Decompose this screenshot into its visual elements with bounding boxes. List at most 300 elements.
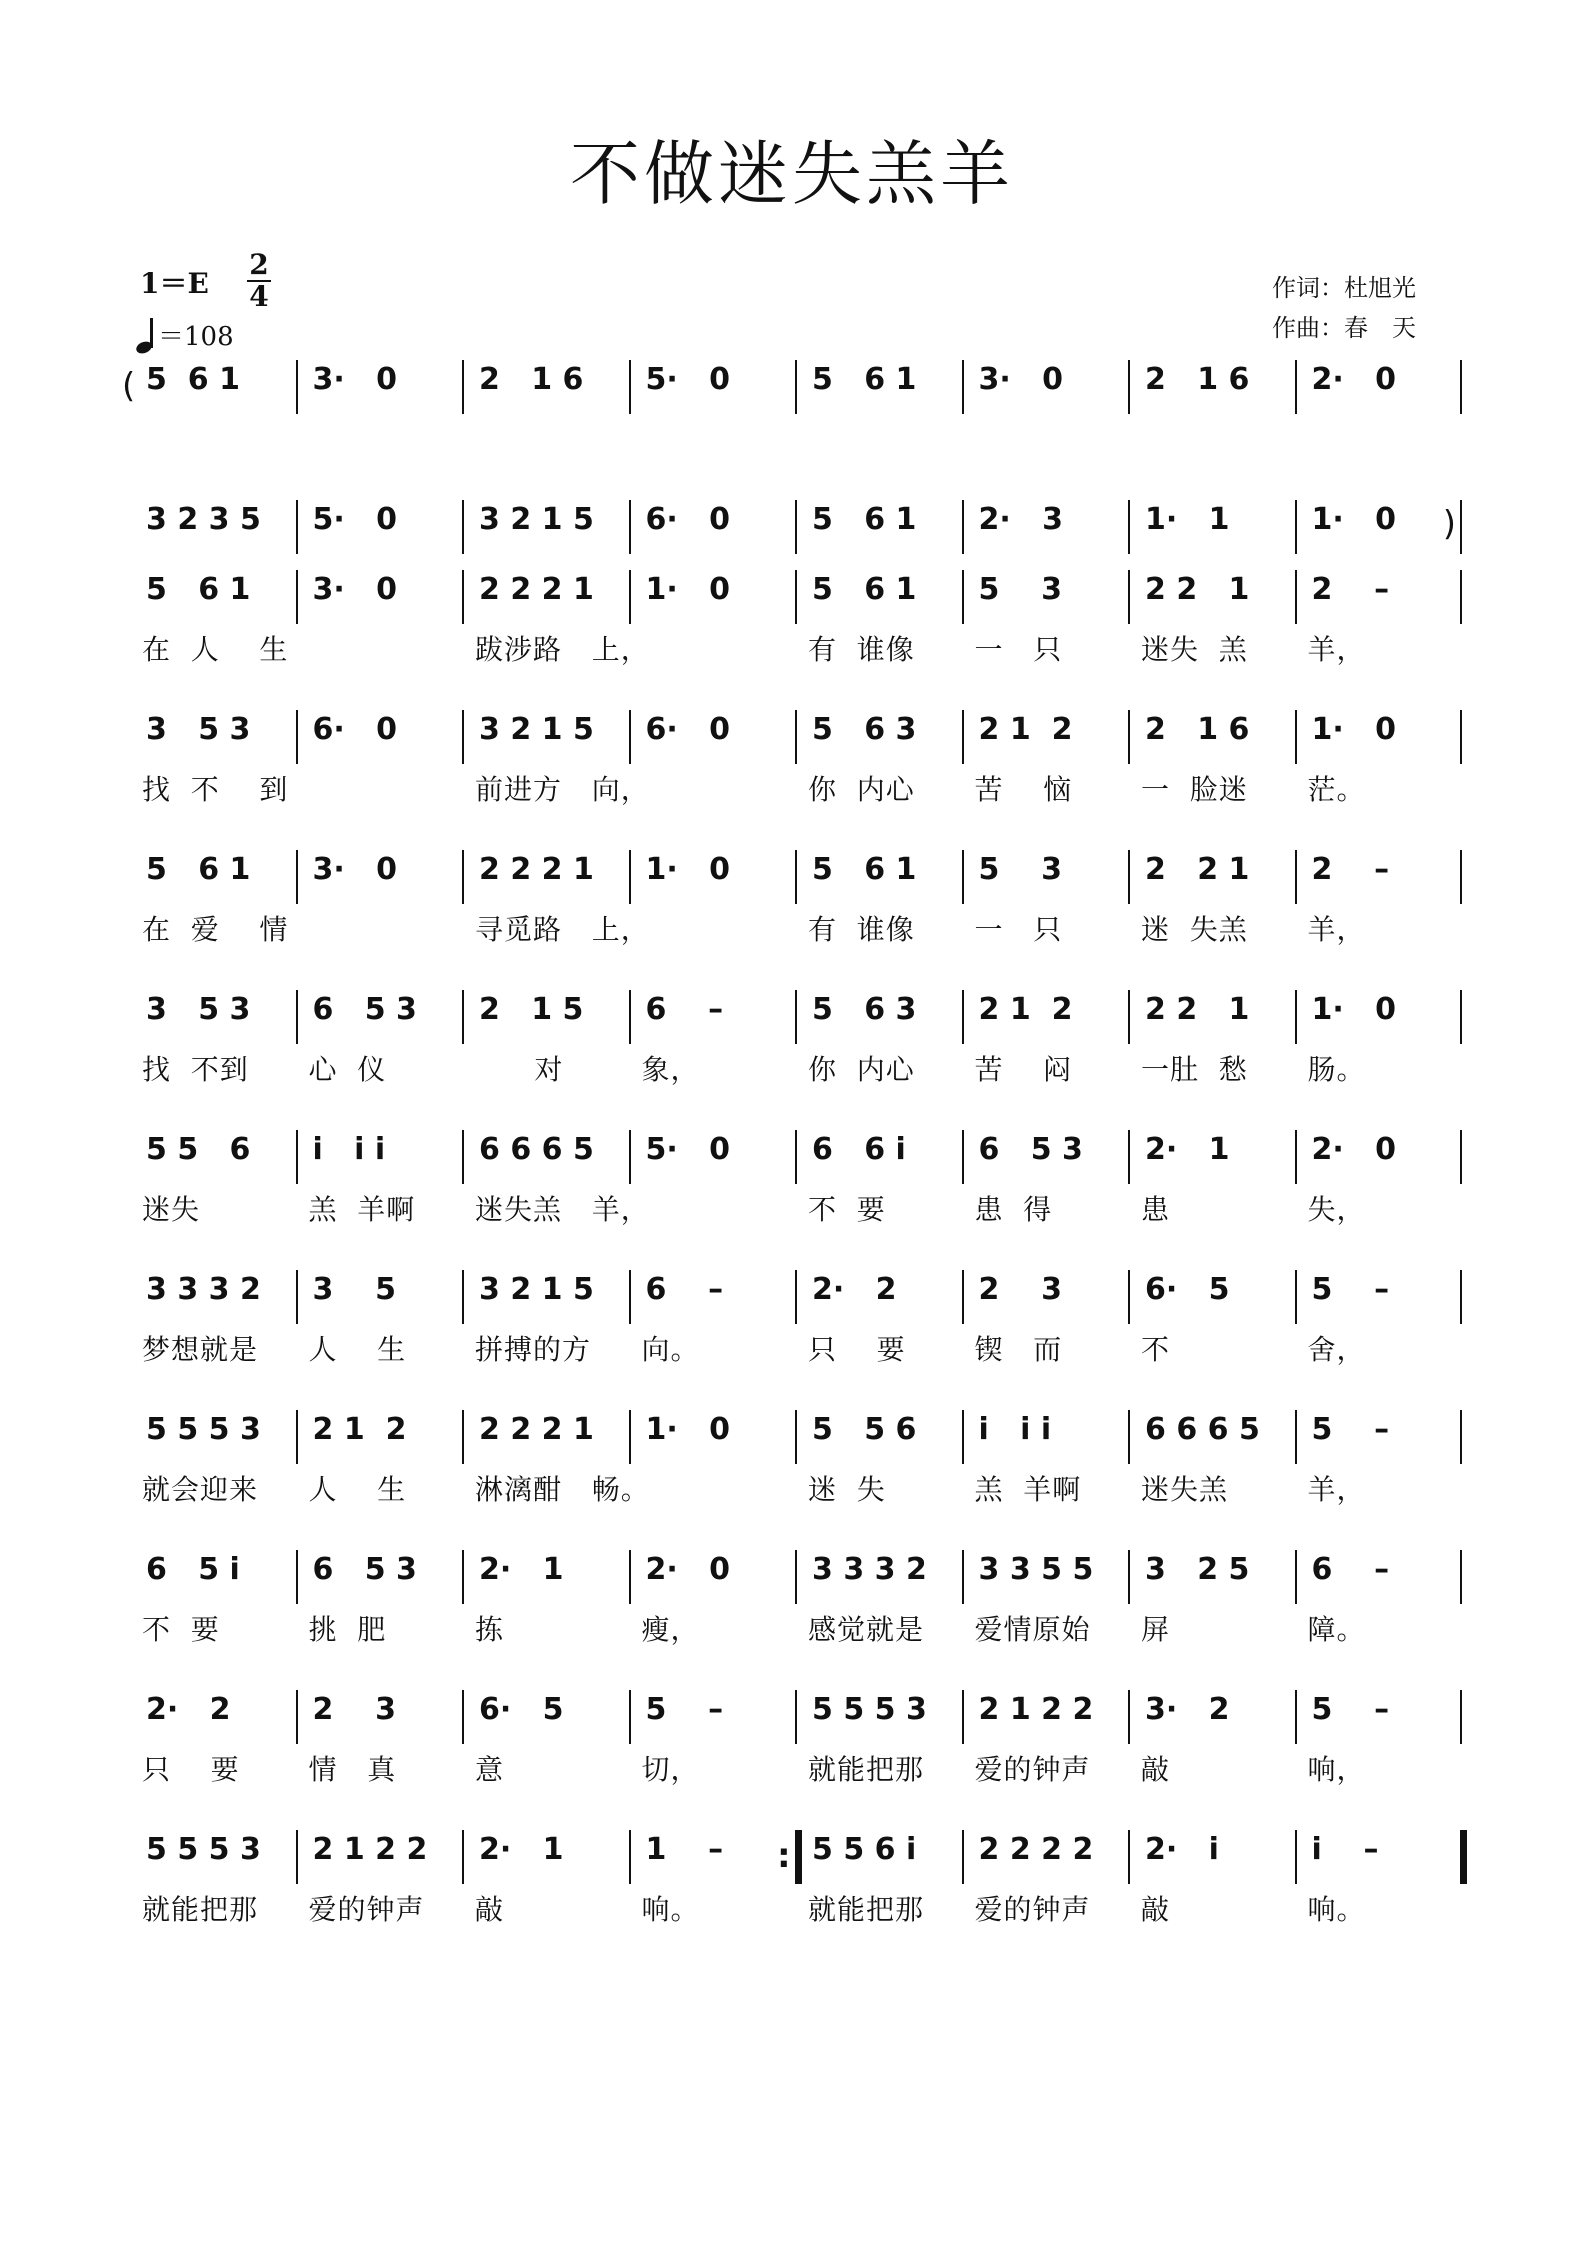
measure-lyrics: 茫。 [1307,773,1366,806]
bar-line [1295,500,1297,554]
measure-notes: 5 5 6 [812,1412,917,1447]
measure [963,842,1130,946]
measure-notes: 6· 5 [479,1692,564,1727]
measure-lyrics: 爱的钟声 [308,1893,425,1926]
measure-lyrics: 跋涉路 上， [475,633,650,666]
time-signature [244,250,274,312]
bar-line [962,990,964,1044]
measure-lyrics: 前进方 向， [475,773,650,806]
measure [796,842,963,946]
measure [463,1402,650,1506]
measure [630,1402,797,1472]
measure-notes: 5 6 1 [812,362,917,397]
bar-line [296,1550,298,1604]
measure [796,1822,963,1926]
measure [796,562,963,666]
measure-lyrics: 羊， [1307,913,1366,946]
measure [1296,1402,1463,1506]
measure [297,1822,464,1926]
measure-lyrics: 不 要 [808,1193,886,1226]
measure-lyrics: 寻觅路 上， [475,913,650,946]
measure-notes: 6· 0 [312,712,397,747]
measure-lyrics: 肠。 [1307,1053,1366,1086]
measure [1129,982,1296,1086]
measure-notes: 3· 2 [1145,1692,1230,1727]
measure [463,352,630,422]
measure [1129,1402,1296,1506]
measure-lyrics: 迷失 [142,1193,201,1226]
measure-lyrics: 一 只 [974,913,1063,946]
bar-line [962,1550,964,1604]
measure [796,1682,963,1786]
measure [1129,702,1296,806]
measure-notes: 2· 0 [1311,1132,1396,1167]
measure-lyrics: 羔 羊啊 [974,1473,1082,1506]
bar-line [462,360,464,414]
measure-notes: 2· 1 [479,1552,564,1587]
measure [297,1262,464,1366]
lyricist-credit: 作词：杜旭光 [1272,274,1416,302]
measure-lyrics: 有 谁像 [808,633,915,666]
measure-notes: 2 1 5 [479,992,584,1027]
bar-line [795,990,797,1044]
measure [297,492,464,562]
measure-notes: 1· 0 [1311,502,1396,537]
bar-line [1295,1830,1297,1884]
measure-notes: 2· 1 [1145,1132,1230,1167]
composer-credit: 作曲：春 天 [1272,314,1416,342]
measure [463,562,650,666]
bar-line [462,1410,464,1464]
measure-lyrics: 挑 肥 [308,1613,387,1646]
bar-line [1128,1690,1130,1744]
measure-notes: i i i [978,1412,1052,1447]
measure-notes: 5 5 5 3 [146,1832,261,1867]
bar-line [1128,710,1130,764]
measure-lyrics: 在 爱 情 [142,913,289,946]
measure [630,1262,797,1366]
measure-lyrics: 只 要 [808,1333,906,1366]
measure-lyrics: 响。 [1307,1893,1366,1926]
bar-line [795,500,797,554]
measure-lyrics: 爱情原始 [974,1613,1091,1646]
bar-line [795,1830,802,1884]
measure-notes: 1· 0 [645,852,730,887]
measure-lyrics: 拣 [475,1613,505,1646]
measure [963,1542,1130,1646]
bar-line [962,1690,964,1744]
measure [963,1122,1130,1226]
bar-line [1128,1830,1130,1884]
measure-notes: 2 2 2 1 [479,1412,594,1447]
end-bar-line [1460,570,1462,624]
measure-notes: 3 2 1 5 [479,502,594,537]
bar-line [962,1270,964,1324]
measure [463,842,650,946]
measure-lyrics: 爱的钟声 [974,1753,1091,1786]
measure-lyrics: 患 得 [974,1193,1053,1226]
measure [130,492,297,562]
measure [1296,982,1463,1086]
bar-line [629,1830,631,1884]
measure [1129,1682,1296,1786]
measure-notes: 1· 0 [1311,992,1396,1027]
measure-notes: 3 5 3 [146,712,251,747]
bar-line [629,1550,631,1604]
measure [1296,1122,1463,1226]
measure-notes: 3 5 [312,1272,397,1307]
bar-line [962,1130,964,1184]
bar-line [1295,1270,1297,1324]
measure-notes: 2 1 6 [479,362,584,397]
measure [1129,1122,1296,1226]
measure [963,1822,1130,1926]
end-bar-line [1460,990,1462,1044]
measure-notes: 2 2 2 1 [479,852,594,887]
measure-notes: 5 6 3 [812,712,917,747]
bar-line [1128,360,1130,414]
measure [1296,492,1463,562]
intro-paren-close: ) [1442,504,1456,544]
bar-line [629,1270,631,1324]
measure [963,1402,1130,1506]
measure-notes: 1· 0 [645,572,730,607]
measure [130,352,297,422]
bar-line [629,1690,631,1744]
measure-notes: 2· 1 [479,1832,564,1867]
bar-line [1128,500,1130,554]
measure-lyrics: 有 谁像 [808,913,915,946]
measure-notes: 2 1 6 [1145,712,1250,747]
measure [1296,842,1463,946]
bar-line [962,850,964,904]
measure [963,1682,1130,1786]
bar-line [296,1270,298,1324]
score-system [130,1682,1470,1802]
measure-notes: 5 3 [978,852,1063,887]
measure-lyrics: 切， [641,1753,700,1786]
bar-line [1128,1550,1130,1604]
measure [963,352,1130,422]
bar-line [962,500,964,554]
measure-notes: 2· 3 [978,502,1063,537]
measure [1129,1542,1296,1646]
bar-line [629,710,631,764]
measure-lyrics: 心 仪 [308,1053,387,1086]
measure [463,1542,630,1646]
bar-line [795,710,797,764]
measure-notes: 5 6 1 [812,502,917,537]
measure [963,562,1130,666]
measure-lyrics: 在 人 生 [142,633,289,666]
bar-line [462,1130,464,1184]
measure-notes: 2 – [1311,572,1390,607]
bar-line [1128,1410,1130,1464]
bar-line [629,500,631,554]
bar-line [795,1130,797,1184]
measure-lyrics: 锲 而 [974,1333,1063,1366]
measure-lyrics: 向。 [641,1333,700,1366]
measure-lyrics: 找 不 到 [142,773,289,806]
bar-line [629,990,631,1044]
bar-line [629,1130,631,1184]
measure-notes: 6· 0 [645,712,730,747]
measure [1129,1262,1296,1366]
measure-notes: 5· 0 [312,502,397,537]
measure-lyrics: 响， [1307,1753,1366,1786]
measure-notes: 3 2 1 5 [479,1272,594,1307]
measure-notes: 5· 0 [645,362,730,397]
bar-line [462,1550,464,1604]
measure [463,702,650,806]
bar-line [1295,1690,1297,1744]
measure-notes: 1· 0 [1311,712,1396,747]
measure [130,1262,297,1366]
score-system [130,1542,1470,1662]
score-system [130,1122,1470,1242]
bar-line [1128,1270,1130,1324]
measure-notes: 2 1 6 [1145,362,1250,397]
measure-notes: 6 5 3 [978,1132,1083,1167]
measure [963,492,1130,562]
measure [130,702,297,806]
measure [1296,1542,1463,1646]
measure-notes: 2 1 2 [978,992,1073,1027]
bar-line [1128,1130,1130,1184]
measure [1296,1822,1463,1926]
time-signature-top: 2 [249,248,269,281]
measure [630,492,797,562]
measure-notes: 2· 0 [645,1552,730,1587]
measure-notes: 6 6 6 5 [1145,1412,1260,1447]
measure-lyrics: 迷失羔 羊， [475,1193,650,1226]
measure [1129,492,1296,562]
measure-notes: 5 6 1 [146,362,240,397]
measure-notes: 5· 0 [645,1132,730,1167]
measure [297,352,464,422]
bar-line [1295,1410,1297,1464]
measure-lyrics: 羔 羊啊 [308,1193,416,1226]
measure-lyrics: 你 内心 [808,773,915,806]
bar-line [795,1690,797,1744]
measure-lyrics: 意 [475,1753,505,1786]
measure [297,1682,464,1786]
end-bar-line [1460,1410,1462,1464]
measure [796,982,963,1086]
measure [1296,1682,1463,1786]
bar-line [296,990,298,1044]
measure-lyrics: 苦 闷 [974,1053,1073,1086]
measure [1129,352,1296,422]
bar-line [1295,990,1297,1044]
bar-line [795,360,797,414]
measure-lyrics: 爱的钟声 [974,1893,1091,1926]
measure [130,1402,297,1506]
bar-line [962,1830,964,1884]
measure-notes: 1 – [645,1832,724,1867]
measure-notes: 2 2 2 2 [978,1832,1094,1867]
measure-lyrics: 敲 [1141,1893,1171,1926]
measure [630,842,797,912]
bar-line [462,990,464,1044]
song-title: 不做迷失羔羊 [570,133,1014,215]
credits [1272,268,1416,348]
bar-line [462,850,464,904]
bar-line [629,570,631,624]
bar-line [462,500,464,554]
measure-notes: 3· 0 [312,572,397,607]
measure [463,1122,650,1226]
measure-notes: i – [1311,1832,1379,1867]
measure [463,1262,630,1366]
bar-line [1295,360,1297,414]
measure-notes: 6 6 i [812,1132,906,1167]
measure-lyrics: 瘦， [641,1613,700,1646]
score-system [130,1402,1470,1522]
measure [297,1122,464,1226]
measure-notes: 2 1 2 [978,712,1073,747]
measure-lyrics: 对 [475,1053,564,1086]
bar-line [1128,990,1130,1044]
measure-notes: 3 3 3 2 [812,1552,927,1587]
measure [297,1542,464,1646]
bar-line [795,1270,797,1324]
measure-notes: 2· i [1145,1832,1219,1867]
measure-notes: 3 2 5 [1145,1552,1250,1587]
measure [1129,842,1296,946]
bar-line [795,1410,797,1464]
bar-line [296,500,298,554]
bar-line [462,570,464,624]
measure-notes: 2· 2 [146,1692,231,1727]
bar-line [1295,710,1297,764]
bar-line [296,1410,298,1464]
measure-notes: 2 3 [978,1272,1063,1307]
measure-lyrics: 就会迎来 [142,1473,259,1506]
measure-notes: 5 6 1 [812,572,917,607]
measure-notes: 2 1 2 2 [978,1692,1094,1727]
bar-line [962,360,964,414]
measure [1296,1262,1463,1366]
measure-notes: 2 2 1 [1145,852,1250,887]
score-system [130,1822,1470,1942]
measure-lyrics: 一 只 [974,633,1063,666]
measure-notes: 6· 0 [645,502,730,537]
measure-notes: 3 2 3 5 [146,502,261,537]
measure-lyrics: 一 脸迷 [1141,773,1248,806]
measure [463,1822,630,1926]
quarter-note-icon [136,319,158,353]
measure [796,352,963,422]
bar-line [296,1830,298,1884]
bar-line [795,1550,797,1604]
measure [1296,562,1463,666]
measure-notes: 5 3 [978,572,1063,607]
measure-lyrics: 羊， [1307,633,1366,666]
measure-lyrics: 就能把那 [142,1893,259,1926]
measure [130,562,297,666]
measure-lyrics: 敲 [475,1893,505,1926]
measure [963,982,1130,1086]
measure [796,1122,963,1226]
bar-line [296,360,298,414]
measure-lyrics: 屏 [1141,1613,1171,1646]
measure [1296,702,1463,806]
measure-lyrics: 患 [1141,1193,1171,1226]
measure-notes: 5 5 5 3 [146,1412,261,1447]
measure-lyrics: 情 真 [308,1753,397,1786]
measure-notes: 3 3 3 2 [146,1272,261,1307]
measure [130,842,297,946]
measure [297,982,464,1086]
measure [130,1542,297,1646]
bar-line [629,850,631,904]
measure-notes: 2· 0 [1311,362,1396,397]
bar-line [1295,570,1297,624]
measure-notes: 3· 0 [978,362,1063,397]
measure-lyrics: 失， [1307,1193,1366,1226]
measure [463,1682,630,1786]
measure [630,562,797,632]
measure-lyrics: 就能把那 [808,1893,925,1926]
measure-lyrics: 敲 [1141,1753,1171,1786]
bar-line [296,570,298,624]
bar-line [629,1410,631,1464]
bar-line [462,1270,464,1324]
measure-notes: 6 5 i [146,1552,240,1587]
bar-line [296,1130,298,1184]
measure-lyrics: 迷 失羔 [1141,913,1248,946]
measure [130,1822,297,1926]
end-bar-line [1460,360,1462,414]
end-bar-line [1460,1690,1462,1744]
bar-line [296,850,298,904]
measure [630,1542,797,1646]
bar-line [462,1690,464,1744]
measure-notes: 3 5 3 [146,992,251,1027]
measure-notes: 6 5 3 [312,992,417,1027]
measure-notes: i i i [312,1132,386,1167]
measure-lyrics: 拼搏的方 [475,1333,592,1366]
measure-notes: 1· 1 [1145,502,1230,537]
measure-lyrics: 障。 [1307,1613,1366,1646]
measure-lyrics: 感觉就是 [808,1613,925,1646]
bar-line [1295,850,1297,904]
measure [630,1822,797,1926]
end-bar-line [1460,1550,1462,1604]
measure [796,702,963,806]
measure-lyrics: 不 [1141,1333,1171,1366]
score-system [130,562,1470,682]
measure-lyrics: 找 不到 [142,1053,249,1086]
score-system [130,702,1470,822]
measure-lyrics: 人 生 [308,1473,407,1506]
measure-notes: 6 6 6 5 [479,1132,594,1167]
bar-line [629,360,631,414]
measure-lyrics: 一肚 愁 [1141,1053,1248,1086]
measure-notes: 5 5 6 i [812,1832,917,1867]
bar-line [795,570,797,624]
measure-notes: 6· 5 [1145,1272,1230,1307]
measure [297,702,464,772]
bar-line [795,850,797,904]
measure-lyrics: 只 要 [142,1753,240,1786]
measure [130,1122,297,1226]
measure-notes: 2 – [1311,852,1390,887]
measure-notes: 5 – [1311,1412,1390,1447]
measure [796,1402,963,1506]
measure [796,1542,963,1646]
